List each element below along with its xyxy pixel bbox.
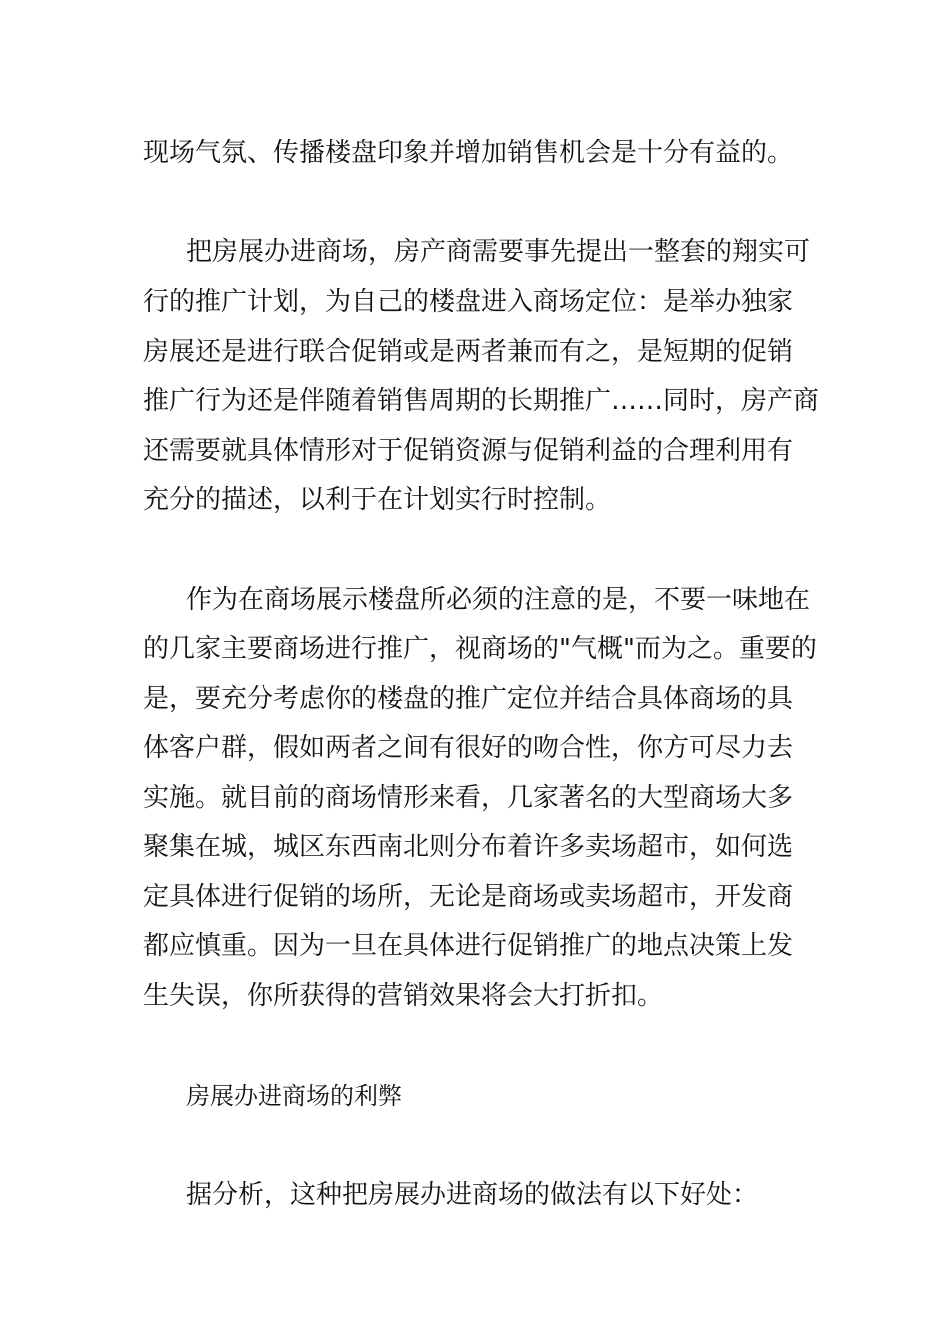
paragraph-line: 的几家主要商场进行推广，视商场的"气概"而为之。重要的 [143, 634, 817, 664]
paragraph-line: 充分的描述，以利于在计划实行时控制。 [143, 485, 612, 515]
paragraph-line: 实施。就目前的商场情形来看，几家著名的大型商场大多 [143, 783, 794, 813]
paragraph-line: 现场气氛、传播楼盘印象并增加销售机会是十分有益的。 [143, 138, 794, 168]
paragraph-line: 推广行为还是伴随着销售周期的长期推广……同时，房产商 [143, 386, 820, 416]
paragraph-line: 把房展办进商场，房产商需要事先提出一整套的翔实可 [186, 237, 811, 267]
paragraph-line: 据分析，这种把房展办进商场的做法有以下好处： [186, 1180, 759, 1210]
section-heading: 房展办进商场的利弊 [186, 1082, 402, 1110]
paragraph-line: 是，要充分考虑你的楼盘的推广定位并结合具体商场的具 [143, 684, 794, 714]
paragraph-line: 都应慎重。因为一旦在具体进行促销推广的地点决策上发 [143, 931, 794, 961]
paragraph-line: 作为在商场展示楼盘所必须的注意的是，不要一味地在 [186, 585, 811, 615]
paragraph-line: 还需要就具体情形对于促销资源与促销利益的合理利用有 [143, 436, 794, 466]
paragraph-line: 房展还是进行联合促销或是两者兼而有之，是短期的促销 [143, 337, 794, 367]
paragraph-line: 体客户群，假如两者之间有很好的吻合性，你方可尽力去 [143, 733, 794, 763]
paragraph-line: 生失误，你所获得的营销效果将会大打折扣。 [143, 981, 664, 1011]
paragraph-line: 定具体进行促销的场所，无论是商场或卖场超市，开发商 [143, 882, 794, 912]
paragraph-line: 行的推广计划，为自己的楼盘进入商场定位：是举办独家 [143, 287, 794, 317]
paragraph-line: 聚集在城，城区东西南北则分布着许多卖场超市，如何选 [143, 832, 794, 862]
